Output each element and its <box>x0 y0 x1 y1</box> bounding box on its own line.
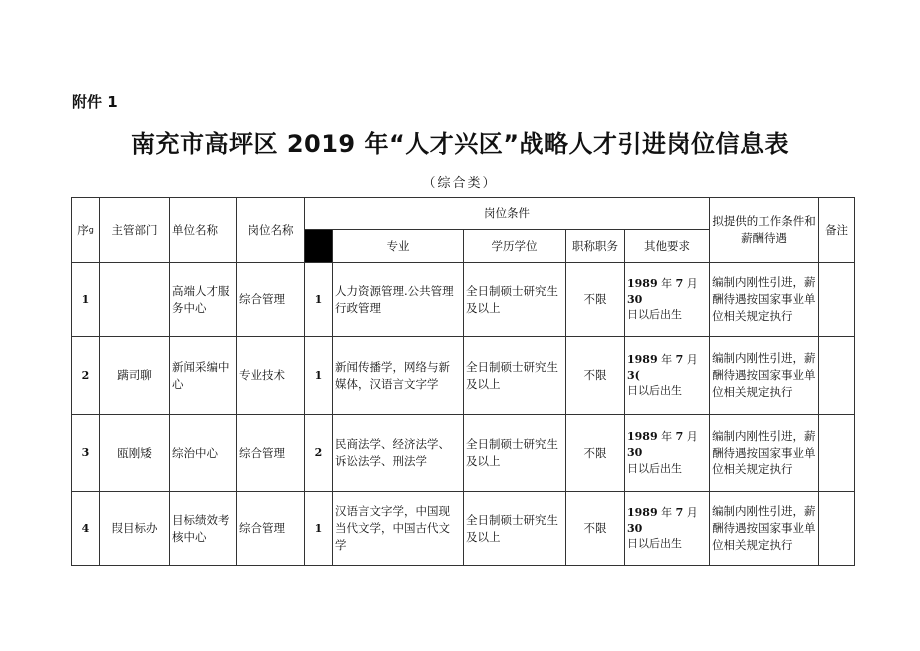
table-row <box>72 415 855 492</box>
header-count-cell <box>305 230 333 263</box>
row-dept <box>100 263 170 337</box>
row-provided: 编制内刚性引进，薪酬待遇按国家事业单位相关规定执行 <box>710 337 819 415</box>
row-count: 2 <box>305 415 333 492</box>
header-remark: 备注 <box>819 198 855 263</box>
row-count: 1 <box>305 337 333 415</box>
header-dept: 主管部门 <box>100 198 170 263</box>
row-other: 1989 年 7 月 30 日以后出生 <box>625 415 710 492</box>
row-major: 民商法学、经济法学、诉讼法学、刑法学 <box>333 415 464 492</box>
row-other: 1989 年 7 月 3( 日以后出生 <box>625 337 710 415</box>
row-position: 综合管理 <box>237 415 305 492</box>
attachment-label: 附件 1 <box>72 93 118 111</box>
row-provided: 编制内刚性引进，薪酬待遇按国家事业单位相关规定执行 <box>710 415 819 492</box>
header-other: 其他要求 <box>625 230 710 263</box>
header-seq: 序g <box>72 198 100 263</box>
row-dept: 瓯刚矮 <box>100 415 170 492</box>
row-count: 1 <box>305 263 333 337</box>
row-unit: 综治中心 <box>170 415 237 492</box>
row-dept: 蹒司聊 <box>100 337 170 415</box>
header-unit: 单位名称 <box>170 198 237 263</box>
header-title: 职称职务 <box>566 230 625 263</box>
row-position: 综合管理 <box>237 263 305 337</box>
page-subtitle: （综合类） <box>422 176 498 191</box>
row-remark <box>819 337 855 415</box>
row-major: 人力资源管理.公共管理行政管理 <box>333 263 464 337</box>
row-unit: 高端人才服务中心 <box>170 263 237 337</box>
row-dept: 叚目标办 <box>100 492 170 566</box>
page-title: 南充市高坪区 2019 年“人才兴区”战略人才引进岗位信息表 <box>130 130 790 158</box>
row-seq: 3 <box>72 415 100 492</box>
header-provided: 拟提供的工作条件和薪酬待遇 <box>710 198 819 263</box>
table-row <box>72 263 855 337</box>
header-conditions: 岗位条件 <box>305 198 710 230</box>
row-degree: 全日制硕士研究生及以上 <box>464 337 566 415</box>
row-other: 1989 年 7 月 30 日以后出生 <box>625 263 710 337</box>
row-position: 专业技术 <box>237 337 305 415</box>
row-degree: 全日制硕士研究生及以上 <box>464 263 566 337</box>
row-provided: 编制内刚性引进，薪酬待遇按国家事业单位相关规定执行 <box>710 492 819 566</box>
row-other: 1989 年 7 月 30 日以后出生 <box>625 492 710 566</box>
table-row <box>72 337 855 415</box>
row-degree: 全日制硕士研究生及以上 <box>464 415 566 492</box>
header-major: 专业 <box>333 230 464 263</box>
row-unit: 新闻采编中心 <box>170 337 237 415</box>
row-position: 综合管理 <box>237 492 305 566</box>
row-unit: 目标绩效考核中心 <box>170 492 237 566</box>
row-degree: 全日制硕士研究生及以上 <box>464 492 566 566</box>
row-count: 1 <box>305 492 333 566</box>
row-title: 不限 <box>566 492 625 566</box>
row-remark <box>819 263 855 337</box>
row-remark <box>819 492 855 566</box>
positions-table <box>71 197 855 566</box>
row-seq: 4 <box>72 492 100 566</box>
row-title: 不限 <box>566 263 625 337</box>
header-degree: 学历学位 <box>464 230 566 263</box>
header-row-1 <box>72 198 855 230</box>
row-seq: 1 <box>72 263 100 337</box>
row-remark <box>819 415 855 492</box>
table-row <box>72 492 855 566</box>
row-title: 不限 <box>566 415 625 492</box>
row-provided: 编制内刚性引进，薪酬待遇按国家事业单位相关规定执行 <box>710 263 819 337</box>
row-title: 不限 <box>566 337 625 415</box>
row-major: 汉语言文字学，中国现当代文学，中国古代文学 <box>333 492 464 566</box>
row-major: 新闻传播学，网络与新媒体，汉语言文字学 <box>333 337 464 415</box>
row-seq: 2 <box>72 337 100 415</box>
header-position: 岗位名称 <box>237 198 305 263</box>
